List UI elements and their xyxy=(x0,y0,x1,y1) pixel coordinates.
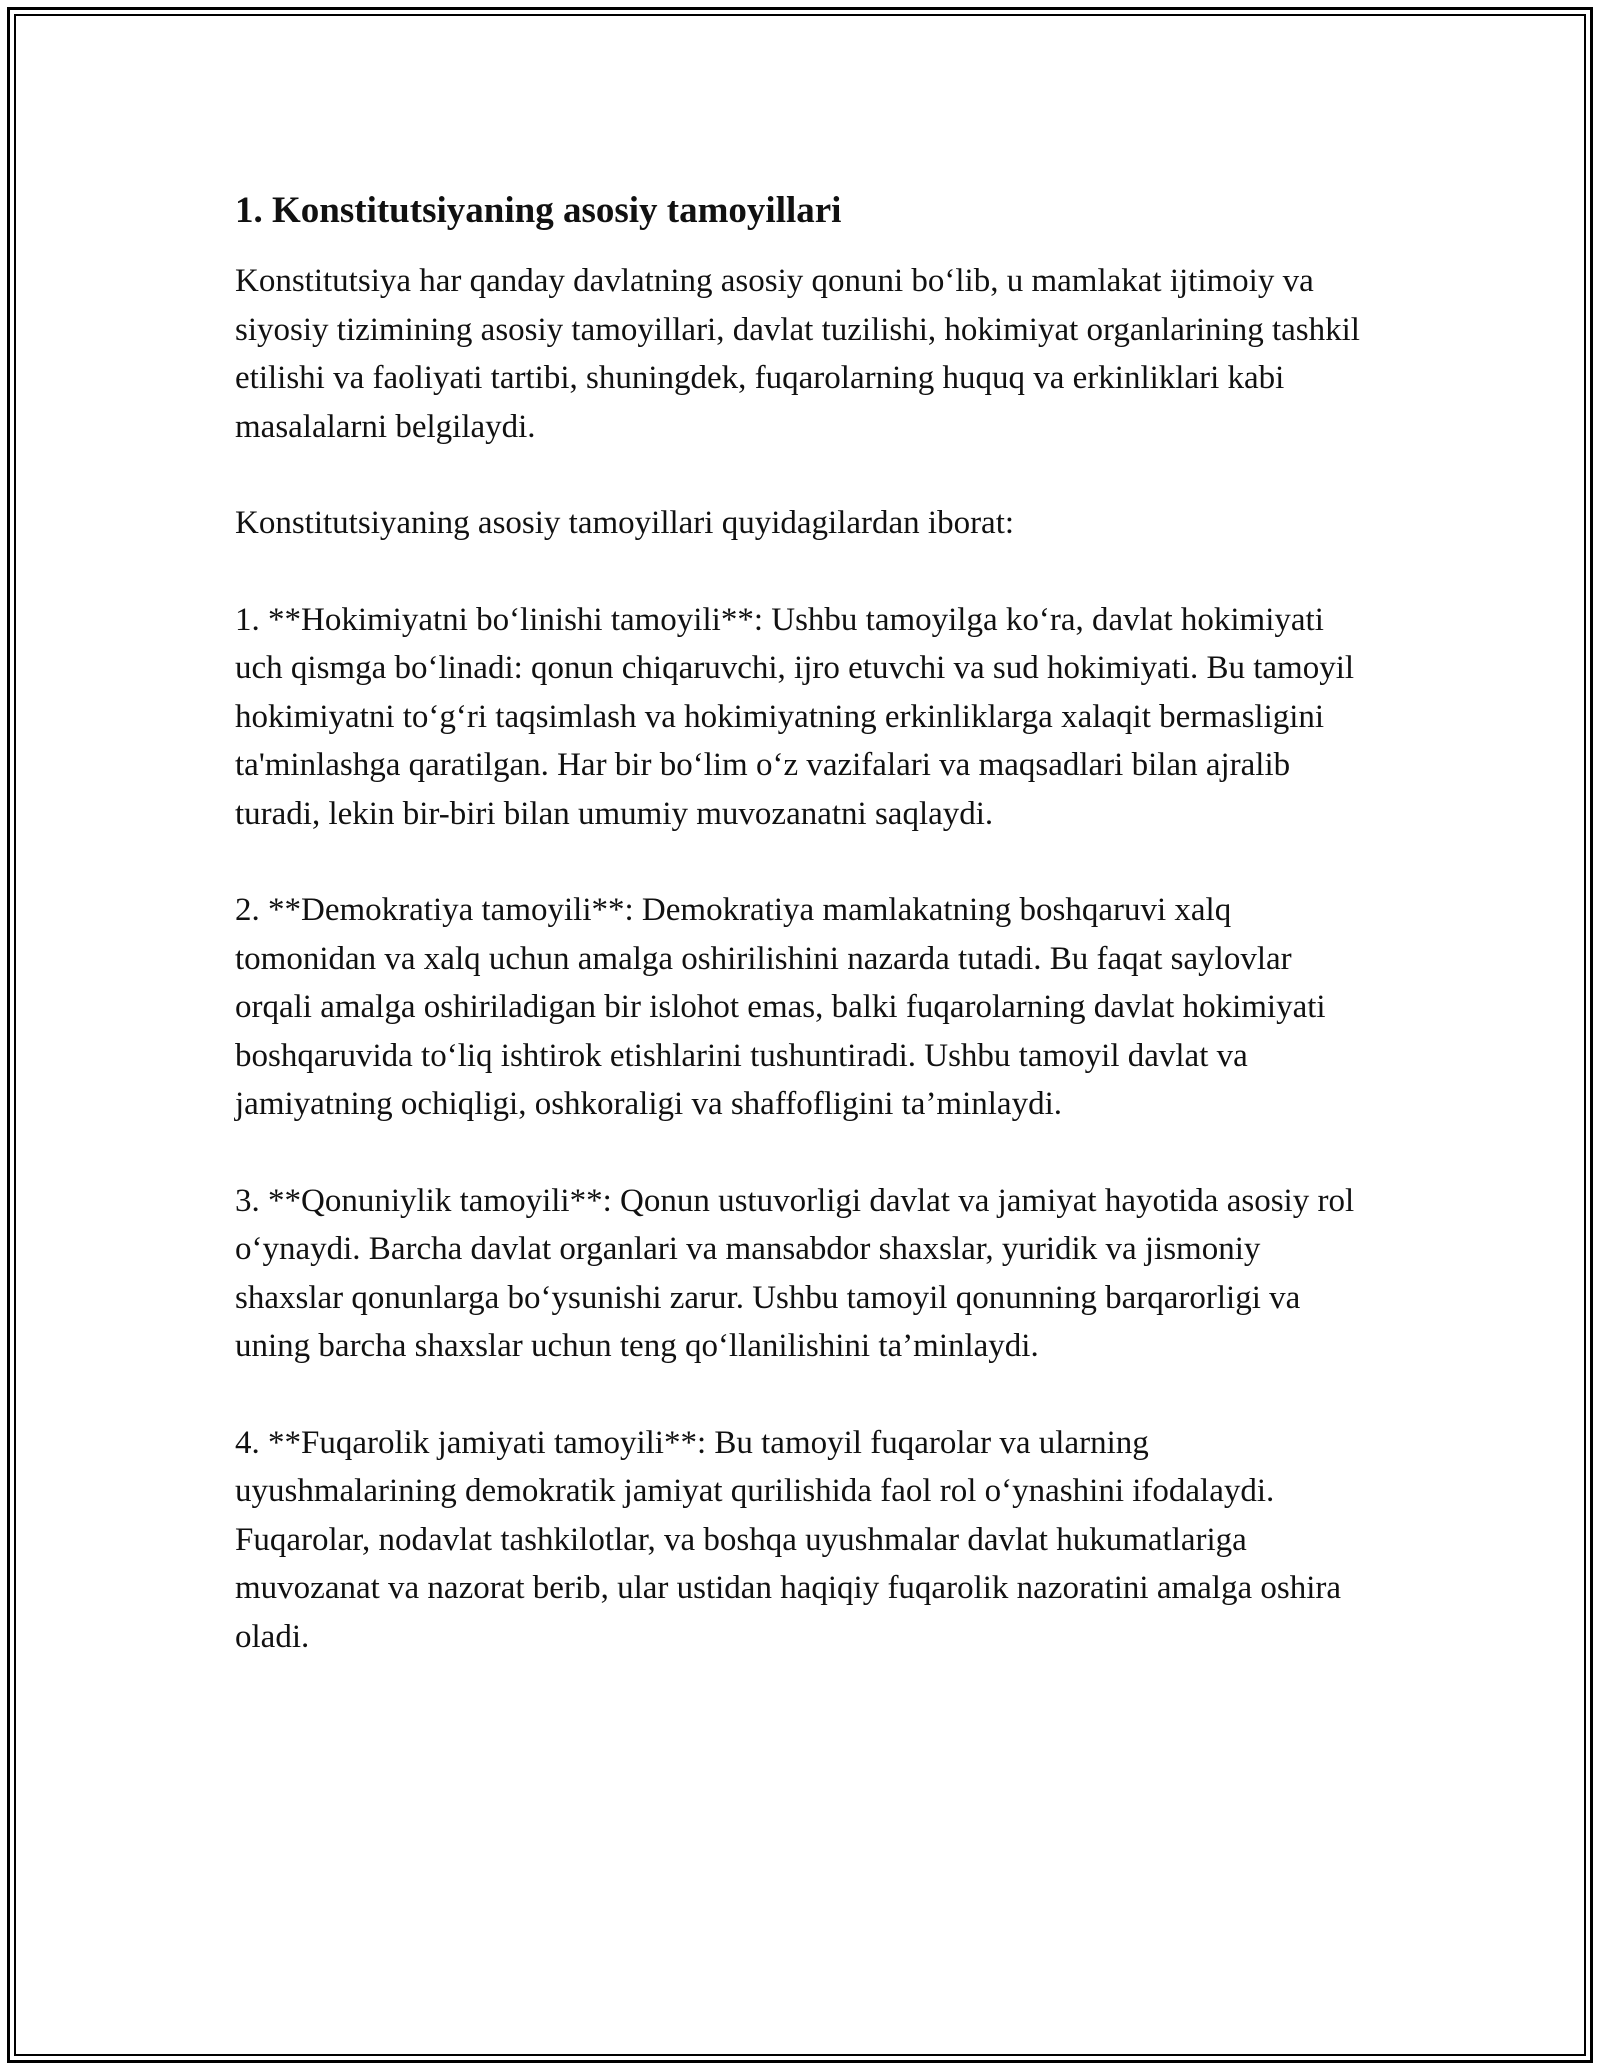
principle-separation-of-powers: 1. **Hokimiyatni bo‘linishi tamoyili**: Ushbu tamoyilga ko‘ra, davlat hokimiyati uch qismga bo‘linadi: qonun chiqaruvchi, ijro etuvchi va sud hokimiyati. Bu tamoyil hokimiyatni to‘g‘ri taqsimlash va hokimiyatning erkinliklarga xalaqit bermasligini ta'minlashga qaratilgan. Har bir bo‘lim o‘z vazifalari va maqsadlari bilan ajralib turadi, lekin bir-biri bilan umumiy muvozanatni saqlaydi. xyxy=(235,601,1355,832)
section-heading: 1. Konstitutsiyaning asosiy tamoyillari xyxy=(235,190,842,231)
document-body xyxy=(235,187,1375,1709)
principle-legality: 3. **Qonuniylik tamoyili**: Qonun ustuvorligi davlat va jamiyat hayotida asosiy rol o‘ynaydi. Barcha davlat organlari va mansabdor shaxslar, yuridik va jismoniy shaxslar qonunlarga bo‘ysunishi zarur. Ushbu tamoyil qonunning barqarorligi va uning barcha shaxslar uchun teng qo‘llanilishini ta’minlaydi. xyxy=(235,1182,1355,1364)
principle-democracy: 2. **Demokratiya tamoyili**: Demokratiya mamlakatning boshqaruvi xalq tomonidan va xalq uchun amalga oshirilishini nazarda tutadi. Bu faqat saylovlar orqali amalga oshiriladigan bir islohot emas, balki fuqarolarning davlat hokimiyati boshqaruvida to‘liq ishtirok etishlarini tushuntiradi. Ushbu tamoyil davlat va jamiyatning ochiqligi, oshkoraligi va shaffofligini ta’minlaydi. xyxy=(235,892,1326,1122)
principle-civil-society: 4. **Fuqarolik jamiyati tamoyili**: Bu tamoyil fuqarolar va ularning uyushmalarining demokratik jamiyat qurilishida faol rol o‘ynashini ifodalaydi. Fuqarolar, nodavlat tashkilotlar, va boshqa uyushmalar davlat hukumatlariga muvozanat va nazorat berib, ular ustidan haqiqiy fuqarolik nazoratini amalga oshira oladi. xyxy=(235,1424,1342,1655)
principles-intro-paragraph: Konstitutsiyaning asosiy tamoyillari quyidagilardan iborat: xyxy=(235,505,1015,541)
intro-paragraph: Konstitutsiya har qanday davlatning asosiy qonuni bo‘lib, u mamlakat ijtimoiy va siyosiy tizimining asosiy tamoyillari, davlat tuzilishi, hokimiyat organlarining tashkil etilishi va faoliyati tartibi, shuningdek, fuqarolarning huquq va erkinliklari kabi masalalarni belgilaydi. xyxy=(235,263,1360,445)
